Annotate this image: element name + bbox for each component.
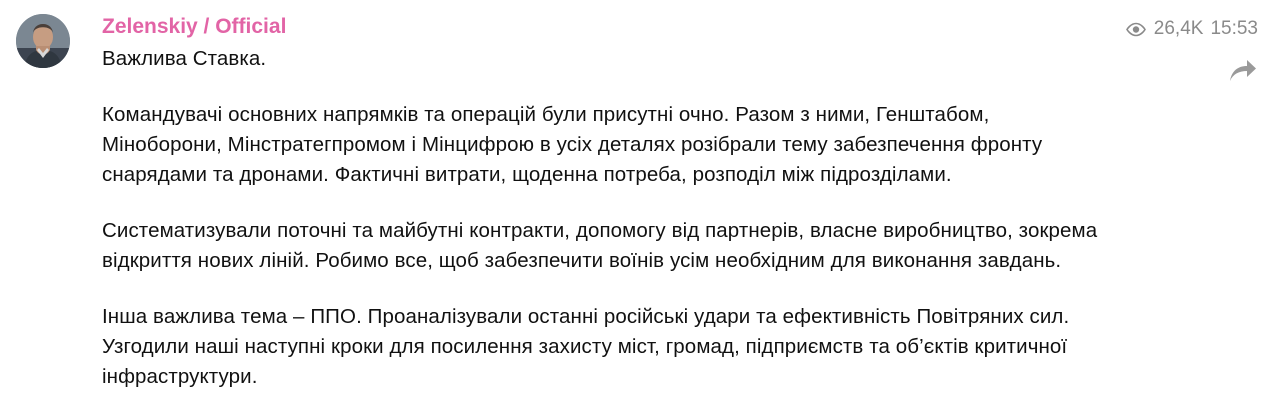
message-content (102, 14, 1114, 392)
message-paragraph: Важлива Ставка. (102, 47, 267, 70)
share-arrow-icon[interactable] (1228, 58, 1258, 84)
message-body (102, 44, 1114, 392)
message-meta (1125, 18, 1258, 40)
message-paragraph: Інша важлива тема – ППО. Проаналізували останні російські удари та ефективність Повітряних сил. Узгодили наші наступні кроки для посилення захисту міст, громад, підприємств та об’єктів критичної інфраструктури. (102, 305, 1070, 388)
user-avatar-photo (16, 14, 70, 68)
avatar[interactable] (16, 14, 70, 68)
message-paragraph: Систематизували поточні та майбутні контракти, допомогу від партнерів, власне виробництво, зокрема відкриття нових ліній. Робимо все, щоб забезпечити воїнів усім необхідним для виконання завдань. (102, 219, 1098, 272)
views-count: 26,4K (1153, 18, 1204, 39)
author-name[interactable]: Zelenskiy / Official (102, 15, 287, 38)
eye-icon (1125, 22, 1147, 37)
message-time: 15:53 (1210, 18, 1258, 39)
message-paragraph: Командувачі основних напрямків та операцій були присутні очно. Разом з ними, Генштабом, Міноборони, Мінстратегпромом і Мінцифрою в усіх деталях розібрали тему забезпечення фронту снарядами та дронами. Фактичні витрати, щоденна потреба, розподіл між підрозділами. (102, 103, 1043, 186)
